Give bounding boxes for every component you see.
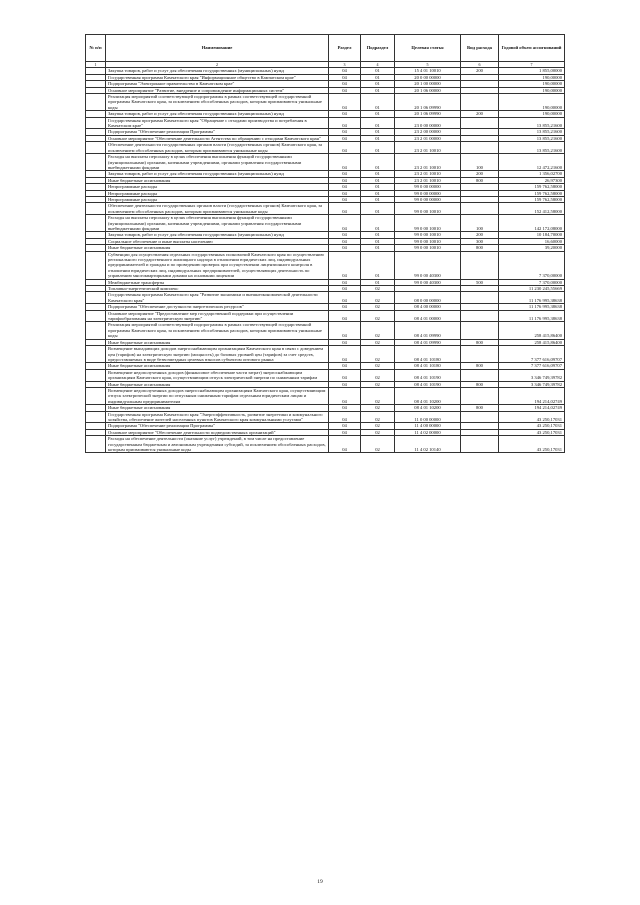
row-podrazdel-cell: 01 <box>361 111 395 117</box>
row-target-cell: 08 0 00 00000 <box>395 292 461 304</box>
row-amount-cell: 159 762,58000 <box>499 190 565 196</box>
row-razdel-cell: 04 <box>329 310 361 322</box>
row-podrazdel-cell: 02 <box>361 286 395 292</box>
row-razdel-cell: 04 <box>329 238 361 244</box>
row-name-cell: Социальное обеспечение и иные выплаты населению <box>106 238 329 244</box>
row-podrazdel-cell: 01 <box>361 245 395 251</box>
row-podrazdel-cell: 01 <box>361 171 395 177</box>
row-number-cell <box>86 203 106 215</box>
row-razdel-cell: 04 <box>329 251 361 279</box>
row-expense-type-cell: 800 <box>461 381 499 387</box>
row-amount-cell: 3 346 749,39782 <box>499 369 565 381</box>
row-name-cell: Основное мероприятие "Развитие, внедрение и сопровождение информационных систем" <box>106 87 329 93</box>
header-num: № п/п <box>86 35 106 62</box>
table-row <box>86 436 565 453</box>
row-expense-type-cell <box>461 411 499 423</box>
row-razdel-cell: 04 <box>329 405 361 411</box>
row-expense-type-cell <box>461 203 499 215</box>
row-podrazdel-cell: 01 <box>361 203 395 215</box>
table-row <box>86 94 565 111</box>
row-name-cell: Закупка товаров, работ и услуг для обеспечения государственных (муниципальных) нужд <box>106 68 329 74</box>
row-target-cell: 20 1 06 00000 <box>395 87 461 93</box>
row-target-cell: 99 0 00 00000 <box>395 196 461 202</box>
row-target-cell: 08 4 01 10200 <box>395 387 461 404</box>
row-razdel-cell: 04 <box>329 203 361 215</box>
row-name-cell: Реализация мероприятий соответствующей подпрограммы в рамках соответствующей государственной программы Камчатского края, за исключением обособленных расходов, которым присваиваются уникальные коды <box>106 94 329 111</box>
header-name: Наименование <box>106 35 329 62</box>
row-expense-type-cell <box>461 142 499 154</box>
row-target-cell: 23 2 01 10010 <box>395 142 461 154</box>
row-number-cell <box>86 322 106 339</box>
row-number-cell <box>86 215 106 232</box>
row-razdel-cell: 04 <box>329 346 361 363</box>
row-target-cell: 99 0 00 10010 <box>395 215 461 232</box>
row-target-cell: 99 0 00 10010 <box>395 245 461 251</box>
row-amount-cell: 190,00000 <box>499 111 565 117</box>
row-expense-type-cell: 800 <box>461 245 499 251</box>
row-podrazdel-cell: 01 <box>361 190 395 196</box>
row-podrazdel-cell: 02 <box>361 322 395 339</box>
row-target-cell: 08 4 00 00000 <box>395 304 461 310</box>
row-amount-cell: 159 762,58000 <box>499 184 565 190</box>
table-row <box>86 369 565 381</box>
row-target-cell: 20 0 00 00000 <box>395 74 461 80</box>
row-target-cell: 11 4 00 00000 <box>395 423 461 429</box>
row-target-cell: 23 0 00 00000 <box>395 117 461 129</box>
row-amount-cell: 1 855,00000 <box>499 68 565 74</box>
row-podrazdel-cell: 01 <box>361 279 395 285</box>
row-podrazdel-cell: 01 <box>361 177 395 183</box>
row-podrazdel-cell: 02 <box>361 346 395 363</box>
row-razdel-cell: 04 <box>329 363 361 369</box>
row-name-cell: Государственная программа Камчатского края "Информационное общество в Камчатском крае" <box>106 74 329 80</box>
row-razdel-cell: 04 <box>329 117 361 129</box>
row-target-cell: 20 1 06 09990 <box>395 111 461 117</box>
row-number-cell <box>86 251 106 279</box>
header-amount: Годовой объем ассигнований <box>499 35 565 62</box>
row-name-cell: Реализация мероприятий соответствующей подпрограммы в рамках соответствующей государственной программы Камчатского края, за исключением обособленных расходов, которым присваиваются уникальные коды <box>106 322 329 339</box>
row-name-cell: Расходы на обеспечение деятельности (оказание услуг) учреждений, в том числе на предоставление государственным бюджетным и автономным учреждениям субсидий, за исключением обособленных расходов, которым присваиваются уникальные коды <box>106 436 329 453</box>
row-target-cell: 99 0 00 40300 <box>395 279 461 285</box>
row-razdel-cell: 04 <box>329 436 361 453</box>
row-podrazdel-cell: 01 <box>361 81 395 87</box>
colnum: 3 <box>329 62 361 68</box>
row-name-cell: Иные бюджетные ассигнования <box>106 177 329 183</box>
colnum: 6 <box>461 62 499 68</box>
row-number-cell <box>86 94 106 111</box>
row-podrazdel-cell: 02 <box>361 363 395 369</box>
row-target-cell: 08 4 01 00000 <box>395 310 461 322</box>
row-name-cell: Топливно-энергетический комплекс <box>106 286 329 292</box>
row-razdel-cell: 04 <box>329 87 361 93</box>
row-amount-cell: 258 415,86400 <box>499 322 565 339</box>
row-amount-cell: 7 377 616,09707 <box>499 363 565 369</box>
row-podrazdel-cell: 01 <box>361 135 395 141</box>
row-name-cell: Иные бюджетные ассигнования <box>106 363 329 369</box>
row-razdel-cell: 04 <box>329 171 361 177</box>
row-podrazdel-cell: 02 <box>361 381 395 387</box>
row-target-cell: 23 2 00 00000 <box>395 129 461 135</box>
row-amount-cell: 190,00000 <box>499 74 565 80</box>
row-name-cell: Государственная программа Камчатского края "Развитие экономики и внешнеэкономической деятельности Камчатского края" <box>106 292 329 304</box>
row-amount-cell: 159 762,58000 <box>499 196 565 202</box>
row-name-cell: Иные бюджетные ассигнования <box>106 339 329 345</box>
row-target-cell: 08 4 01 10180 <box>395 363 461 369</box>
row-expense-type-cell: 200 <box>461 68 499 74</box>
row-name-cell: Возмещение выпадающих доходов энергоснабжающим организациям Камчатского края в связи с доведением цен (тарифов) на электрическую энергию (мощность) до базовых уровней цен (тарифов) за счет средств, предоставляемых в виде безвозмездных целевых взносов субъектом оптового рынка <box>106 346 329 363</box>
row-razdel-cell: 04 <box>329 381 361 387</box>
table-row <box>86 142 565 154</box>
row-name-cell: Подпрограмма "Обеспечение реализации Программы" <box>106 129 329 135</box>
row-amount-cell: 7 370,00000 <box>499 251 565 279</box>
row-podrazdel-cell: 02 <box>361 436 395 453</box>
row-expense-type-cell: 800 <box>461 405 499 411</box>
row-target-cell: 08 4 01 09990 <box>395 339 461 345</box>
row-podrazdel-cell: 02 <box>361 429 395 435</box>
row-podrazdel-cell: 01 <box>361 87 395 93</box>
row-target-cell: 15 4 01 10010 <box>395 68 461 74</box>
row-razdel-cell: 04 <box>329 387 361 404</box>
row-amount-cell: 11 176 995,38638 <box>499 310 565 322</box>
row-podrazdel-cell: 02 <box>361 411 395 423</box>
row-number-cell <box>86 117 106 129</box>
row-name-cell: Подпрограмма "Обеспечение реализации Программы" <box>106 423 329 429</box>
row-number-cell <box>86 411 106 423</box>
row-podrazdel-cell: 02 <box>361 387 395 404</box>
row-target-cell: 11 0 00 00000 <box>395 411 461 423</box>
row-expense-type-cell: 200 <box>461 111 499 117</box>
row-amount-cell: 13 855,21600 <box>499 117 565 129</box>
row-name-cell: Подпрограмма "Электронное правительство в Камчатском крае" <box>106 81 329 87</box>
row-name-cell: Закупка товаров, работ и услуг для обеспечения государственных (муниципальных) нужд <box>106 111 329 117</box>
row-name-cell: Обеспечение деятельности государственных органов власти (государственных органов) Камчатского края, за исключением обособленных расходов, которым присваиваются уникальные коды <box>106 203 329 215</box>
row-expense-type-cell <box>461 94 499 111</box>
row-expense-type-cell: 300 <box>461 238 499 244</box>
row-target-cell: 08 4 01 10200 <box>395 405 461 411</box>
row-razdel-cell: 04 <box>329 286 361 292</box>
row-podrazdel-cell: 02 <box>361 369 395 381</box>
row-name-cell: Межбюджетные трансферты <box>106 279 329 285</box>
row-amount-cell: 11 176 995,38638 <box>499 304 565 310</box>
row-razdel-cell: 04 <box>329 304 361 310</box>
row-razdel-cell: 04 <box>329 279 361 285</box>
row-expense-type-cell <box>461 387 499 404</box>
row-amount-cell: 12 472,21600 <box>499 154 565 171</box>
row-number-cell <box>86 369 106 381</box>
row-razdel-cell: 04 <box>329 177 361 183</box>
row-razdel-cell: 04 <box>329 322 361 339</box>
row-amount-cell: 43 250,17031 <box>499 411 565 423</box>
row-name-cell: Непрограммные расходы <box>106 184 329 190</box>
row-expense-type-cell <box>461 436 499 453</box>
row-podrazdel-cell: 01 <box>361 117 395 129</box>
table-row <box>86 387 565 404</box>
row-number-cell <box>86 292 106 304</box>
row-target-cell: 99 0 00 10010 <box>395 238 461 244</box>
header-target: Целевая статья <box>395 35 461 62</box>
row-number-cell <box>86 142 106 154</box>
row-amount-cell: 11 176 995,38638 <box>499 292 565 304</box>
row-razdel-cell: 04 <box>329 292 361 304</box>
colnum: 5 <box>395 62 461 68</box>
row-target-cell: 23 2 01 00000 <box>395 135 461 141</box>
row-target-cell: 99 0 00 10010 <box>395 232 461 238</box>
row-name-cell: Иные бюджетные ассигнования <box>106 405 329 411</box>
row-name-cell: Подпрограмма "Обеспечение доступности энергетических ресурсов" <box>106 304 329 310</box>
row-amount-cell: 190,00000 <box>499 81 565 87</box>
row-amount-cell: 152 412,58000 <box>499 203 565 215</box>
row-number-cell <box>86 436 106 453</box>
row-amount-cell: 194 214,02749 <box>499 387 565 404</box>
row-number-cell <box>86 346 106 363</box>
table-row <box>86 322 565 339</box>
row-target-cell: 20 1 00 00000 <box>395 81 461 87</box>
row-amount-cell: 7 377 616,09707 <box>499 346 565 363</box>
table-row <box>86 251 565 279</box>
table-row <box>86 310 565 322</box>
row-name-cell: Непрограммные расходы <box>106 196 329 202</box>
colnum: 2 <box>106 62 329 68</box>
row-number-cell <box>86 154 106 171</box>
row-name-cell: Субвенции для осуществления отдельных государственных полномочий Камчатского края по осуществлению регионального государственного жилищного надзора в отношении юридических лиц, индивидуальных предпринимателей и граждан и по проведению проверок при осуществлении лицензионного контроля в отношении юридических лиц, индивидуальных предпринимателей, осуществляющих деятельность по управлению многоквартирными домами на основании лицензии <box>106 251 329 279</box>
row-podrazdel-cell: 01 <box>361 184 395 190</box>
row-amount-cell: 43 250,17031 <box>499 436 565 453</box>
row-target-cell: 99 0 00 00000 <box>395 184 461 190</box>
row-name-cell: Государственная программа Камчатского края "Обращение с отходами производства и потребления в Камчатском крае" <box>106 117 329 129</box>
row-razdel-cell: 04 <box>329 369 361 381</box>
row-expense-type-cell <box>461 292 499 304</box>
table-row <box>86 117 565 129</box>
row-name-cell: Закупка товаров, работ и услуг для обеспечения государственных (муниципальных) нужд <box>106 232 329 238</box>
row-amount-cell: 13 855,21600 <box>499 129 565 135</box>
row-name-cell: Иные бюджетные ассигнования <box>106 381 329 387</box>
row-razdel-cell: 04 <box>329 94 361 111</box>
row-razdel-cell: 04 <box>329 339 361 345</box>
row-name-cell: Расходы на выплаты персоналу в целях обеспечения выполнения функций государственными (муниципальными) органами, казенными учреждениями, органами управления государственными внебюджетными фондами <box>106 215 329 232</box>
row-amount-cell: 26,97300 <box>499 177 565 183</box>
row-expense-type-cell <box>461 310 499 322</box>
table-header-row <box>86 35 565 62</box>
header-razdel: Раздел <box>329 35 361 62</box>
row-podrazdel-cell: 01 <box>361 74 395 80</box>
row-razdel-cell: 04 <box>329 74 361 80</box>
row-amount-cell: 43 250,17031 <box>499 423 565 429</box>
row-expense-type-cell <box>461 322 499 339</box>
row-name-cell: Возмещение недополученных доходов энергоснабжающим организациям Камчатского края, осуществляющим отпуск электрической энергии по отпускным сниженным тарифам отдельным юридическим лицам и индивидуальным предпринимателям <box>106 387 329 404</box>
row-amount-cell: 7 370,00000 <box>499 279 565 285</box>
row-razdel-cell: 04 <box>329 129 361 135</box>
row-amount-cell: 11 230 245,55669 <box>499 286 565 292</box>
row-expense-type-cell: 100 <box>461 215 499 232</box>
row-expense-type-cell: 500 <box>461 279 499 285</box>
row-podrazdel-cell: 02 <box>361 310 395 322</box>
row-razdel-cell: 04 <box>329 411 361 423</box>
row-podrazdel-cell: 01 <box>361 251 395 279</box>
row-razdel-cell: 04 <box>329 154 361 171</box>
row-name-cell: Иные бюджетные ассигнования <box>106 245 329 251</box>
row-razdel-cell: 04 <box>329 142 361 154</box>
row-podrazdel-cell: 01 <box>361 129 395 135</box>
row-amount-cell: 142 172,08000 <box>499 215 565 232</box>
colnum: 7 <box>499 62 565 68</box>
table-row <box>86 346 565 363</box>
row-podrazdel-cell: 01 <box>361 232 395 238</box>
row-podrazdel-cell: 01 <box>361 196 395 202</box>
row-podrazdel-cell: 02 <box>361 423 395 429</box>
row-name-cell: Обеспечение деятельности государственных органов власти (государственных органов) Камчатского края, за исключением обособленных расходов, которым присваиваются уникальные коды <box>106 142 329 154</box>
row-name-cell: Основное мероприятие "Предоставление мер государственной поддержки при осуществлении тарифообразования на электрическую энергию" <box>106 310 329 322</box>
row-expense-type-cell: 200 <box>461 232 499 238</box>
row-amount-cell: 258 415,86400 <box>499 339 565 345</box>
row-podrazdel-cell: 01 <box>361 238 395 244</box>
row-name-cell: Государственная программа Камчатского края "Энергоэффективность, развитие энергетики и коммунального хозяйства, обеспечение жителей населенных пунктов Камчатского края коммунальными услугами" <box>106 411 329 423</box>
row-podrazdel-cell: 01 <box>361 154 395 171</box>
row-amount-cell: 10 184,70000 <box>499 232 565 238</box>
table-row <box>86 411 565 423</box>
row-expense-type-cell: 800 <box>461 339 499 345</box>
row-expense-type-cell <box>461 369 499 381</box>
row-name-cell: Возмещение недополученных доходов (финансовое обеспечение части затрат) энергоснабжающим организациям Камчатского края, осуществляющим отпуск электрической энергии по сниженным тарифам <box>106 369 329 381</box>
row-podrazdel-cell: 02 <box>361 292 395 304</box>
row-podrazdel-cell: 01 <box>361 215 395 232</box>
row-target-cell: 08 4 01 10190 <box>395 369 461 381</box>
row-amount-cell: 3 346 749,39782 <box>499 381 565 387</box>
table-body <box>86 68 565 453</box>
budget-table <box>85 34 565 453</box>
page-number: 19 <box>317 879 323 885</box>
row-razdel-cell: 04 <box>329 135 361 141</box>
row-target-cell: 11 4 02 10140 <box>395 436 461 453</box>
row-expense-type-cell: 200 <box>461 171 499 177</box>
row-podrazdel-cell: 01 <box>361 68 395 74</box>
row-expense-type-cell <box>461 346 499 363</box>
header-expense-type: Вид расхода <box>461 35 499 62</box>
row-target-cell: 23 2 01 10010 <box>395 171 461 177</box>
row-target-cell: 20 1 06 09990 <box>395 94 461 111</box>
row-razdel-cell: 04 <box>329 232 361 238</box>
row-razdel-cell: 04 <box>329 68 361 74</box>
row-name-cell: Расходы на выплаты персоналу в целях обеспечения выполнения функций государственными (муниципальными) органами, казенными учреждениями, органами управления государственными внебюджетными фондами <box>106 154 329 171</box>
row-target-cell: 99 0 00 10010 <box>395 203 461 215</box>
row-razdel-cell: 04 <box>329 111 361 117</box>
row-razdel-cell: 04 <box>329 196 361 202</box>
colnum: 4 <box>361 62 395 68</box>
row-expense-type-cell: 800 <box>461 363 499 369</box>
header-podrazdel: Подраздел <box>361 35 395 62</box>
row-podrazdel-cell: 01 <box>361 94 395 111</box>
row-target-cell: 23 2 01 10010 <box>395 154 461 171</box>
row-amount-cell: 190,00000 <box>499 87 565 93</box>
table-row <box>86 215 565 232</box>
row-podrazdel-cell: 02 <box>361 405 395 411</box>
row-target-cell: 08 4 01 09990 <box>395 322 461 339</box>
row-amount-cell: 13 855,21600 <box>499 142 565 154</box>
row-razdel-cell: 04 <box>329 184 361 190</box>
row-podrazdel-cell: 02 <box>361 304 395 310</box>
row-amount-cell: 13 855,21600 <box>499 135 565 141</box>
row-razdel-cell: 04 <box>329 245 361 251</box>
row-number-cell <box>86 387 106 404</box>
row-target-cell: 23 2 01 10010 <box>395 177 461 183</box>
row-razdel-cell: 04 <box>329 190 361 196</box>
row-podrazdel-cell: 02 <box>361 339 395 345</box>
row-target-cell: 99 0 00 00000 <box>395 190 461 196</box>
row-amount-cell: 194 214,02749 <box>499 405 565 411</box>
row-name-cell: Основное мероприятие "Обеспечение деятельности Агентства по обращению с отходами Камчатского края" <box>106 135 329 141</box>
row-razdel-cell: 04 <box>329 429 361 435</box>
colnum: 1 <box>86 62 106 68</box>
row-target-cell: 08 4 01 10190 <box>395 381 461 387</box>
row-podrazdel-cell: 01 <box>361 142 395 154</box>
row-name-cell: Непрограммные расходы <box>106 190 329 196</box>
row-expense-type-cell <box>461 117 499 129</box>
row-expense-type-cell: 800 <box>461 177 499 183</box>
row-razdel-cell: 04 <box>329 215 361 232</box>
row-amount-cell: 190,00000 <box>499 94 565 111</box>
table-row <box>86 203 565 215</box>
row-number-cell <box>86 310 106 322</box>
row-name-cell: Закупка товаров, работ и услуг для обеспечения государственных (муниципальных) нужд <box>106 171 329 177</box>
row-target-cell: 11 4 02 00000 <box>395 429 461 435</box>
table-row <box>86 154 565 171</box>
row-amount-cell: 16,60000 <box>499 238 565 244</box>
row-target-cell: 99 0 00 40300 <box>395 251 461 279</box>
row-amount-cell: 1 356,02700 <box>499 171 565 177</box>
row-razdel-cell: 04 <box>329 423 361 429</box>
row-name-cell: Основное мероприятие "Обеспечение деятельности подведомственных организаций" <box>106 429 329 435</box>
row-expense-type-cell: 100 <box>461 154 499 171</box>
table-row <box>86 292 565 304</box>
row-expense-type-cell <box>461 251 499 279</box>
row-amount-cell: 39,20000 <box>499 245 565 251</box>
row-razdel-cell: 04 <box>329 81 361 87</box>
row-target-cell: 08 4 01 10180 <box>395 346 461 363</box>
row-amount-cell: 43 250,17031 <box>499 429 565 435</box>
